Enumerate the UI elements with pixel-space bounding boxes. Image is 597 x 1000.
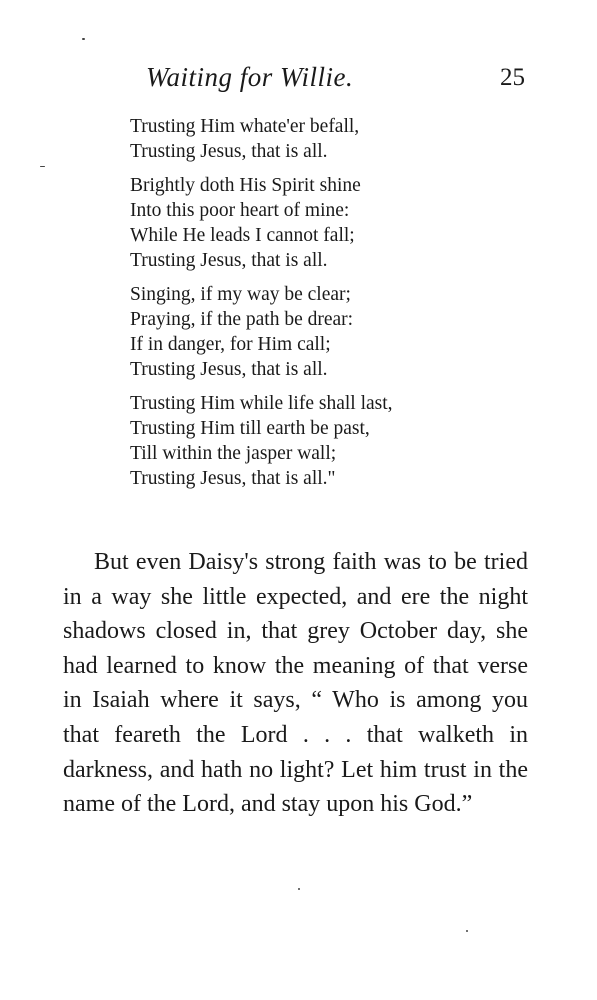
body-text xyxy=(63,545,528,822)
verse-line: Praying, if the path be drear: xyxy=(130,309,354,330)
paragraph: But even Daisy's strong faith was to be tried in a way she little expected, and ere the night shadows closed in, that grey October day, she had learned to know the meaning of that verse in Isaiah where it says, “ Who is among you that feareth the Lord . . . that walketh in darkness, and hath no light? Let him trust in the name of the Lord, and stay upon his God.” xyxy=(63,549,528,818)
page-number: 25 xyxy=(500,64,525,91)
verse-line: Trusting Jesus, that is all." xyxy=(130,468,336,489)
verse-line: Trusting Jesus, that is all. xyxy=(130,141,328,162)
verse-line: Trusting Jesus, that is all. xyxy=(130,250,328,271)
stanza xyxy=(130,114,570,164)
print-speck xyxy=(40,166,45,167)
verse-line: Trusting Him till earth be past, xyxy=(130,418,370,439)
stanza xyxy=(130,173,570,273)
verse-line: Trusting Jesus, that is all. xyxy=(130,359,328,380)
running-title: Waiting for Willie. xyxy=(146,62,354,92)
print-speck xyxy=(82,38,85,40)
print-speck xyxy=(466,930,468,932)
print-speck xyxy=(298,888,300,890)
poem xyxy=(130,114,570,500)
stanza xyxy=(130,282,570,382)
stanza xyxy=(130,391,570,491)
verse-line: Till within the jasper wall; xyxy=(130,443,337,464)
verse-line: Singing, if my way be clear; xyxy=(130,284,351,305)
verse-line: Into this poor heart of mine: xyxy=(130,200,350,221)
verse-line: Brightly doth His Spirit shine xyxy=(130,175,361,196)
verse-line: Trusting Him while life shall last, xyxy=(130,393,393,414)
page-header xyxy=(0,62,597,98)
verse-line: Trusting Him whate'er befall, xyxy=(130,116,360,137)
verse-line: If in danger, for Him call; xyxy=(130,334,331,355)
verse-line: While He leads I cannot fall; xyxy=(130,225,355,246)
